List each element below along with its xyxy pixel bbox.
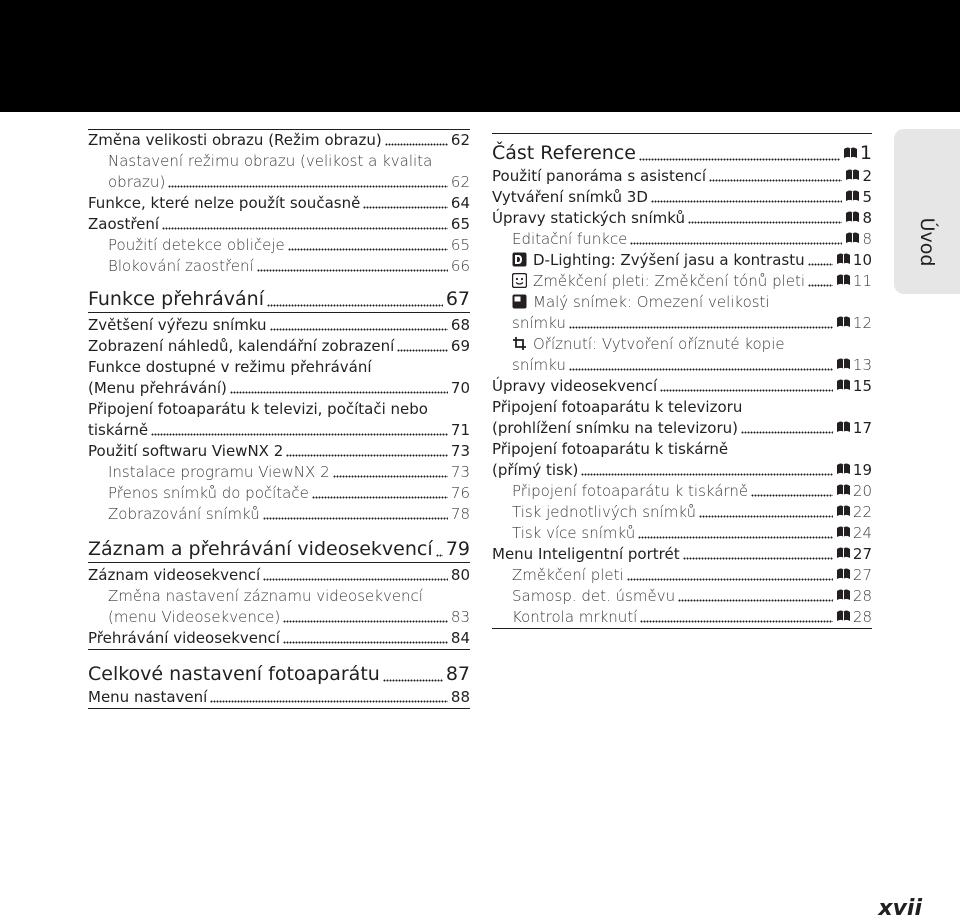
toc-right-column (492, 133, 872, 629)
leader-dots (699, 515, 833, 518)
entry-title-text: Použití panoráma s asistencí (492, 167, 706, 185)
leader-dots (436, 554, 443, 557)
toc-entry[interactable] (492, 586, 872, 607)
entry-title (512, 565, 624, 586)
entry-title-text: Úpravy videosekvencí (492, 377, 658, 395)
toc-entry[interactable] (88, 315, 470, 336)
entry-title: Zaostření (88, 215, 160, 233)
entry-page-number: 11 (852, 272, 872, 290)
reference-book-icon (836, 609, 851, 623)
leader-dots (162, 227, 448, 230)
entry-page (836, 565, 872, 586)
leader-dots (397, 349, 448, 352)
toc-entry-line: Funkce dostupné v režimu přehrávání (88, 358, 372, 376)
leader-dots (288, 248, 448, 251)
entry-title-text: D-Lighting: Zvýšení jasu a kontrastu (533, 251, 805, 269)
reference-book-icon (836, 315, 851, 329)
entry-page: 68 (450, 316, 470, 334)
section-rule (88, 708, 470, 709)
leader-dots (709, 179, 842, 182)
toc-entry[interactable] (492, 544, 872, 565)
section-title: Celkové nastavení fotoaparátu (88, 663, 380, 685)
leader-dots (210, 700, 448, 703)
right-entries (492, 166, 872, 629)
entry-title (492, 544, 680, 565)
entry-title: obrazu) (108, 173, 166, 191)
reference-book-icon (845, 168, 860, 182)
leader-dots (741, 431, 833, 434)
entry-page (836, 355, 872, 376)
leader-dots (751, 494, 833, 497)
entry-page (836, 271, 872, 292)
entry-page: 65 (450, 236, 470, 254)
entry-page-number: 17 (852, 419, 872, 437)
entry-page (836, 523, 872, 544)
small-picture-icon (512, 292, 533, 313)
reference-book-icon (836, 252, 851, 266)
entry-title (512, 502, 696, 523)
entry-title: (prohlížení snímku na televizoru) (492, 419, 738, 437)
entry-page-number: 8 (862, 209, 872, 227)
toc-entry[interactable] (88, 214, 470, 235)
entry-page: 70 (450, 379, 470, 397)
section-title: Část Reference (492, 142, 636, 164)
section-tab[interactable] (894, 129, 960, 294)
leader-dots (683, 557, 833, 560)
entry-page: 76 (450, 484, 470, 502)
entry-title-text: Tisk jednotlivých snímků (512, 503, 697, 521)
entry-title: Použití softwaru ViewNX 2 (88, 442, 284, 460)
entry-title: tiskárně (88, 421, 149, 439)
leader-dots (385, 143, 448, 146)
entry-page (836, 544, 872, 565)
toc-entry-line (492, 334, 872, 355)
leader-dots (230, 391, 448, 394)
toc-entry[interactable] (88, 378, 470, 399)
toc-entry[interactable] (88, 607, 470, 628)
reference-book-icon (836, 504, 851, 518)
section-page: 87 (445, 663, 470, 685)
entry-page (836, 502, 872, 523)
toc-entry[interactable] (492, 481, 872, 502)
crop-icon (512, 334, 533, 355)
section-title: Záznam a přehrávání videosekvencí (88, 538, 433, 560)
entry-title (492, 208, 685, 229)
entry-page (836, 607, 872, 628)
leader-dots (283, 620, 448, 623)
entry-line-text: Malý snímek: Omezení velikosti (533, 293, 770, 311)
entry-title: (menu Videosekvence) (108, 608, 281, 626)
section-page-number: 1 (859, 142, 872, 164)
entry-page (845, 229, 872, 250)
entry-page (845, 208, 872, 229)
entry-page (836, 313, 872, 334)
toc-entry[interactable] (492, 271, 872, 292)
entry-page: 66 (450, 257, 470, 275)
leader-dots (151, 433, 448, 436)
leader-dots (630, 242, 842, 245)
toc-entry-line: Nastavení režimu obrazu (velikost a kvalita (108, 152, 433, 170)
entry-page: 71 (450, 421, 470, 439)
leader-dots (257, 269, 448, 272)
section-tab-label: Úvod (916, 217, 938, 267)
entry-page (836, 250, 872, 271)
entry-title: Použití detekce obličeje (108, 236, 285, 254)
leader-dots (678, 599, 833, 602)
leader-dots (581, 473, 833, 476)
reference-book-icon (836, 588, 851, 602)
entry-page: 64 (450, 194, 470, 212)
toc-entry[interactable] (88, 628, 470, 649)
toc-entry[interactable] (492, 460, 872, 481)
toc-entry[interactable] (88, 172, 470, 193)
section-page: 67 (445, 288, 470, 310)
entry-title (512, 523, 635, 544)
entry-page-number: 10 (852, 251, 872, 269)
bottom-rule (492, 628, 872, 629)
entry-title: (Menu přehrávání) (88, 379, 227, 397)
reference-book-icon (836, 525, 851, 539)
reference-book-icon (836, 462, 851, 476)
entry-page-number: 20 (852, 482, 872, 500)
toc-entry[interactable] (88, 130, 470, 151)
entry-title: Zobrazování snímků (108, 505, 260, 523)
skin-softening-icon (512, 271, 533, 292)
entry-page (845, 166, 872, 187)
leader-dots (808, 284, 833, 287)
entry-page: 62 (450, 131, 470, 149)
entry-page (836, 376, 872, 397)
entry-page-number: 27 (852, 545, 872, 563)
reference-book-icon (845, 189, 860, 203)
entry-page (836, 481, 872, 502)
entry-title (512, 586, 675, 607)
entry-title: (přímý tisk) (492, 461, 579, 479)
entry-title-text: Samosp. det. úsměvu (512, 587, 676, 605)
toc-entry[interactable] (88, 235, 470, 256)
toc-entry[interactable] (492, 523, 872, 544)
entry-title-text: Menu Inteligentní portrét (492, 545, 680, 563)
leader-dots (283, 641, 448, 644)
entry-page: 73 (450, 442, 470, 460)
entry-title: Instalace programu ViewNX 2 (108, 463, 330, 481)
entry-page-number: 24 (852, 524, 872, 542)
entry-title (512, 481, 748, 502)
toc-entry[interactable] (88, 687, 470, 708)
entry-page (836, 418, 872, 439)
toc-entry[interactable] (492, 166, 872, 187)
reference-book-icon (836, 567, 851, 581)
section-page (843, 141, 872, 166)
reference-book-icon (836, 378, 851, 392)
leader-dots (688, 221, 843, 224)
entry-page: 84 (450, 629, 470, 647)
reference-book-icon (845, 231, 860, 245)
leader-dots (651, 200, 843, 203)
entry-title (492, 376, 657, 397)
toc-entry[interactable] (88, 483, 470, 504)
entry-title: Záznam videosekvencí (88, 566, 261, 584)
toc-section-heading[interactable] (88, 537, 470, 562)
leader-dots (639, 158, 840, 161)
entry-title: Zvětšení výřezu snímku (88, 316, 267, 334)
entry-page-number: 27 (852, 566, 872, 584)
reference-book-icon (836, 483, 851, 497)
entry-title (512, 229, 627, 250)
toc-entry[interactable] (492, 418, 872, 439)
header-band (0, 0, 960, 112)
entry-line-text: Připojení fotoaparátu k tiskárně (492, 440, 729, 458)
toc-entry-line (492, 292, 872, 313)
entry-title: snímku (512, 314, 566, 332)
toc-section-heading[interactable] (88, 287, 470, 312)
entry-page (836, 460, 872, 481)
reference-book-icon (843, 146, 858, 160)
toc-entry[interactable] (88, 336, 470, 357)
leader-dots (267, 304, 443, 307)
entry-title: Změna velikosti obrazu (Režim obrazu) (88, 131, 382, 149)
section-title: Funkce přehrávání (88, 288, 265, 310)
toc-entry-line (492, 439, 872, 460)
leader-dots (333, 475, 448, 478)
entry-title: snímku (512, 356, 566, 374)
entry-page: 88 (450, 688, 470, 706)
entry-page: 78 (450, 505, 470, 523)
leader-dots (270, 328, 448, 331)
toc-entry[interactable] (88, 420, 470, 441)
toc-entry[interactable] (492, 502, 872, 523)
toc-entry[interactable] (492, 313, 872, 334)
leader-dots (569, 326, 833, 329)
entry-title: Přehrávání videosekvencí (88, 629, 280, 647)
entry-page-number: 5 (862, 188, 872, 206)
leader-dots (808, 263, 833, 266)
toc-entry-line: Připojení fotoaparátu k televizi, počítači nebo (88, 400, 428, 418)
entry-page-number: 8 (862, 230, 872, 248)
section-rule (88, 649, 470, 650)
toc-entry[interactable] (492, 376, 872, 397)
entry-title: Zobrazení náhledů, kalendářní zobrazení (88, 337, 395, 355)
entry-title (512, 271, 805, 292)
leader-dots (263, 578, 448, 581)
entry-title-text: Připojení fotoaparátu k tiskárně (512, 482, 749, 500)
toc-entry[interactable] (492, 208, 872, 229)
entry-title: Přenos snímků do počítače (108, 484, 309, 502)
toc-entry[interactable] (88, 256, 470, 277)
entry-title-text: Změkčení pleti: Změkčení tónů pleti (533, 272, 806, 290)
entry-page-number: 15 (852, 377, 872, 395)
toc-entry[interactable] (88, 565, 470, 586)
d-lighting-icon (512, 250, 533, 271)
toc-entry[interactable] (88, 441, 470, 462)
section-rule (88, 562, 470, 563)
reference-book-icon (836, 546, 851, 560)
leader-dots (569, 368, 833, 371)
toc-entry[interactable] (88, 504, 470, 525)
toc-section-heading[interactable] (88, 662, 470, 687)
entry-page-number: 2 (862, 167, 872, 185)
entry-title-text: Úpravy statických snímků (492, 209, 685, 227)
entry-page-number: 22 (852, 503, 872, 521)
entry-title-text: Změkčení pleti (512, 566, 624, 584)
toc-entry[interactable] (492, 355, 872, 376)
leader-dots (627, 578, 833, 581)
top-rule (492, 133, 872, 134)
toc-entry[interactable] (492, 229, 872, 250)
entry-title-text: Vytváření snímků 3D (492, 188, 648, 206)
toc-entry[interactable] (492, 250, 872, 271)
entry-page (836, 586, 872, 607)
entry-page-number: 13 (852, 356, 872, 374)
entry-page: 83 (450, 608, 470, 626)
reference-book-icon (836, 273, 851, 287)
leader-dots (660, 389, 833, 392)
entry-title: Funkce, které nelze použít současně (88, 194, 361, 212)
entry-line-text: Připojení fotoaparátu k televizoru (492, 398, 743, 416)
leader-dots (286, 454, 448, 457)
toc-entry[interactable] (492, 187, 872, 208)
toc-entry[interactable] (88, 462, 470, 483)
reference-book-icon (836, 357, 851, 371)
leader-dots (168, 185, 448, 188)
entry-title: Menu nastavení (88, 688, 208, 706)
toc-entry-line (492, 397, 872, 418)
entry-page-number: 12 (852, 314, 872, 332)
entry-title (492, 187, 648, 208)
entry-line-text: Oříznutí: Vytvoření oříznuté kopie (533, 335, 785, 353)
leader-dots (363, 206, 448, 209)
entry-page: 62 (450, 173, 470, 191)
toc-entry[interactable] (492, 607, 872, 628)
entry-page-number: 28 (852, 587, 872, 605)
entry-page: 69 (450, 337, 470, 355)
entry-title (492, 166, 706, 187)
leader-dots (383, 679, 443, 682)
toc-entry[interactable] (88, 193, 470, 214)
toc-entry-line: Změna nastavení záznamu videosekvencí (108, 587, 423, 605)
section-page: 79 (445, 538, 470, 560)
entry-title (512, 250, 805, 271)
entry-title: Blokování zaostření (108, 257, 254, 275)
toc-left-column (88, 129, 470, 709)
entry-page (845, 187, 872, 208)
entry-title-text: Kontrola mrknutí (512, 608, 638, 626)
entry-page: 65 (450, 215, 470, 233)
entry-page: 80 (450, 566, 470, 584)
entry-title-text: Editační funkce (512, 230, 628, 248)
leader-dots (263, 517, 448, 520)
entry-page-number: 19 (852, 461, 872, 479)
leader-dots (640, 620, 833, 623)
entry-title-text: Tisk více snímků (512, 524, 636, 542)
reference-book-icon (845, 210, 860, 224)
reference-book-icon (836, 420, 851, 434)
leader-dots (312, 496, 448, 499)
page-number: xvii (878, 896, 922, 921)
entry-page: 73 (450, 463, 470, 481)
section-rule (88, 312, 470, 313)
leader-dots (638, 536, 833, 539)
toc-section-heading[interactable] (492, 141, 872, 166)
entry-title (512, 607, 637, 628)
entry-page-number: 28 (852, 608, 872, 626)
toc-entry[interactable] (492, 565, 872, 586)
